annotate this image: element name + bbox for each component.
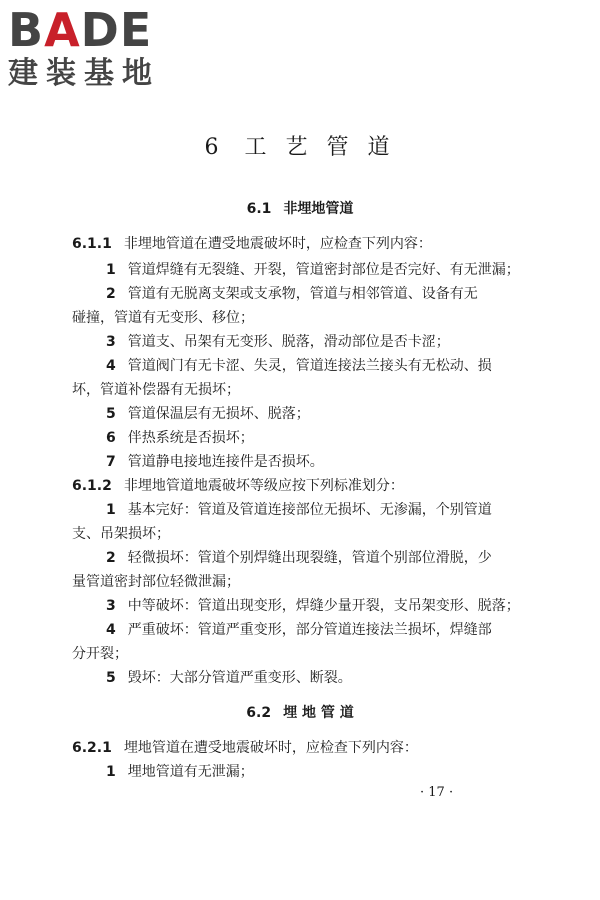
clause-number: 6.2.1 — [72, 740, 112, 756]
clause-line — [72, 476, 404, 496]
item-line — [106, 260, 520, 280]
logo-letters: DE — [80, 3, 153, 57]
clause-number: 6.1.2 — [72, 478, 112, 494]
clause-line — [72, 234, 432, 254]
section-number: 6.1 — [246, 201, 272, 217]
item-number: 2 — [106, 550, 116, 566]
item-text: 伴热系统是否损坏； — [127, 430, 254, 446]
item-text: 毁坏：大部分管道严重变形、断裂。 — [127, 670, 352, 686]
item-continuation — [72, 572, 240, 592]
item-text: 管道焊缝有无裂缝、开裂，管道密封部位是否完好、有无泄漏； — [127, 262, 520, 278]
item-text: 轻微损坏：管道个别焊缝出现裂缝，管道个别部位滑脱，少 — [127, 550, 492, 566]
item-text: 管道静电接地连接件是否损坏。 — [127, 454, 324, 470]
item-text: 量管道密封部位轻微泄漏； — [72, 574, 240, 590]
item-text: 基本完好：管道及管道连接部位无损坏、无渗漏，个别管道 — [127, 502, 492, 518]
chapter-title: 工 艺 管 道 — [244, 135, 396, 160]
section-title: 非埋地管道 — [283, 201, 354, 217]
item-line — [106, 428, 254, 448]
item-number: 5 — [106, 670, 116, 686]
item-text: 埋地管道有无泄漏； — [127, 764, 254, 780]
item-number: 1 — [106, 502, 116, 518]
item-text: 管道保温层有无损坏、脱落； — [127, 406, 310, 422]
item-number: 5 — [106, 406, 116, 422]
item-number: 1 — [106, 262, 116, 278]
item-number: 4 — [106, 622, 116, 638]
clause-number: 6.1.1 — [72, 236, 112, 252]
item-number: 1 — [106, 764, 116, 780]
logo-letter: B — [8, 3, 45, 57]
item-text: 管道支、吊架有无变形、脱落，滑动部位是否卡涩； — [127, 334, 450, 350]
item-number: 6 — [106, 430, 116, 446]
item-line — [106, 284, 478, 304]
item-text: 严重破坏：管道严重变形，部分管道连接法兰损坏，焊缝部 — [127, 622, 492, 638]
item-text: 管道有无脱离支架或支承物，管道与相邻管道、设备有无 — [127, 286, 478, 302]
clause-text: 非埋地管道在遭受地震破坏时，应检查下列内容： — [123, 236, 432, 252]
item-number: 4 — [106, 358, 116, 374]
item-text: 碰撞，管道有无变形、移位； — [72, 310, 254, 326]
item-line — [106, 404, 310, 424]
item-continuation — [72, 380, 240, 400]
clause-line — [72, 738, 418, 758]
item-number: 2 — [106, 286, 116, 302]
item-text: 管道阀门有无卡涩、失灵，管道连接法兰接头有无松动、损 — [127, 358, 492, 374]
item-line — [106, 620, 492, 640]
section-heading — [0, 198, 600, 218]
item-number: 3 — [106, 334, 116, 350]
item-number: 3 — [106, 598, 116, 614]
item-line — [106, 356, 492, 376]
item-line — [106, 452, 324, 472]
item-line — [106, 762, 254, 782]
clause-text: 埋地管道在遭受地震破坏时，应检查下列内容： — [123, 740, 418, 756]
logo-letter-accent: A — [44, 3, 81, 57]
chapter-number: 6 — [204, 135, 225, 160]
item-text: 分开裂； — [72, 646, 128, 662]
item-continuation — [72, 644, 128, 664]
section-heading — [0, 702, 600, 722]
chapter-heading — [0, 130, 600, 161]
item-continuation — [72, 524, 170, 544]
item-continuation — [72, 308, 254, 328]
item-text: 支、吊架损坏； — [72, 526, 170, 542]
bade-logo — [8, 3, 178, 92]
item-text: 坏，管道补偿器有无损坏； — [72, 382, 240, 398]
item-line — [106, 596, 520, 616]
item-line — [106, 548, 492, 568]
logo-wordmark — [8, 3, 178, 57]
section-title: 埋 地 管 道 — [283, 705, 354, 721]
item-line — [106, 668, 352, 688]
page-number: · 17 · — [420, 785, 454, 800]
item-text: 中等破坏：管道出现变形，焊缝少量开裂，支吊架变形、脱落； — [127, 598, 520, 614]
item-number: 7 — [106, 454, 116, 470]
item-line — [106, 500, 492, 520]
clause-text: 非埋地管道地震破坏等级应按下列标准划分： — [123, 478, 404, 494]
item-line — [106, 332, 450, 352]
logo-chinese: 建装基地 — [8, 56, 160, 91]
section-number: 6.2 — [246, 705, 272, 721]
